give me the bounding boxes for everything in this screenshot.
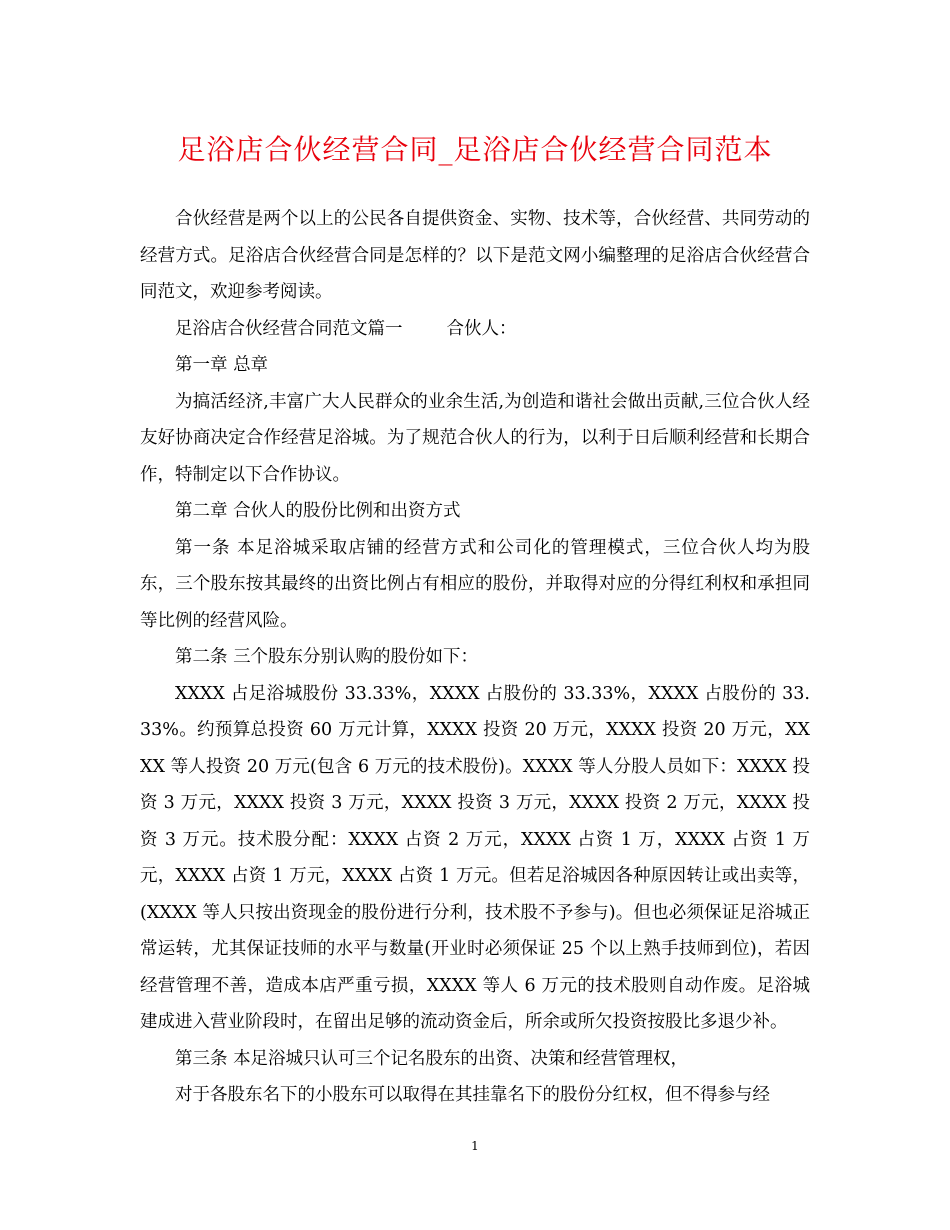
article-one-paragraph: 第一条 本足浴城采取店铺的经营方式和公司化的管理模式，三位合伙人均为股东，三个股东按其最终的出资比例占有相应的股份，并取得对应的分得红利权和承担同等比例的经营风险。	[140, 537, 810, 631]
intro-paragraph: 合伙经营是两个以上的公民各自提供资金、实物、技术等，合伙经营、共同劳动的经营方式。足浴店合伙经营合同是怎样的？以下是范文网小编整理的足浴店合伙经营合同范文，欢迎参考阅读。	[140, 209, 810, 302]
sample-heading: 足浴店合伙经营合同范文篇一	[175, 318, 403, 339]
chapter-one-paragraph: 为搞活经济,丰富广大人民群众的业余生活,为创造和谐社会做出贡献,三位合伙人经友好协商决定合作经营足浴城。为了规范合伙人的行为，以利于日后顺利经营和长期合作，特制定以下合作协议。	[140, 391, 810, 485]
document-body	[140, 201, 810, 1114]
article-three-paragraph: 第三条 本足浴城只认可三个记名股东的出资、决策和经营管理权，	[175, 1048, 689, 1069]
chapter-two-heading: 第二章 合伙人的股份比例和出资方式	[175, 501, 461, 521]
chapter-one-heading: 第一章 总章	[175, 355, 269, 375]
shares-paragraph: XXXX 占足浴城股份 33.33%，XXXX 占股份的 33.33%，XXXX 占股份的 33.33%。约预算总投资 60 万元计算，XXXX 投资 20 万元，XXXX 投资 20 万元，XXXX 等人投资 20 万元(包含 6 万元的技术股份)。XXXX 等人分股人员如下：XXXX 投资 3 万元，XXXX 投资 3 万元，XXXX 投资 3 万元，XXXX 投资 2 万元，XXXX 投资 3 万元。技术股分配：XXXX 占资 2 万元，XXXX 占资 1 万，XXXX 占资 1 万元，XXXX 占资 1 万元，XXXX 占资 1 万元。但若足浴城因各种原因转让或出卖等，(XXXX 等人只按出资现金的股份进行分利，技术股不予参与)。但也必须保证足浴城正常运转，尤其保证技师的水平与数量(开业时必须保证 25 个以上熟手技师到位)，若因经营管理不善，造成本店严重亏损，XXXX 等人 6 万元的技术股则自动作废。足浴城建成进入营业阶段时，在留出足够的流动资金后，所余或所欠投资按股比多退少补。	[140, 683, 810, 1032]
minor-shareholder-paragraph: 对于各股东名下的小股东可以取得在其挂靠名下的股份分红权，但不得参与经	[175, 1085, 770, 1105]
sample-heading-line	[140, 311, 810, 348]
document-title: 足浴店合伙经营合同_足浴店合伙经营合同范本	[177, 133, 773, 166]
page-number: 1	[471, 1139, 479, 1153]
partner-label: 合伙人：	[446, 318, 517, 339]
article-two-heading: 第二条 三个股东分别认购的股份如下：	[175, 647, 479, 667]
